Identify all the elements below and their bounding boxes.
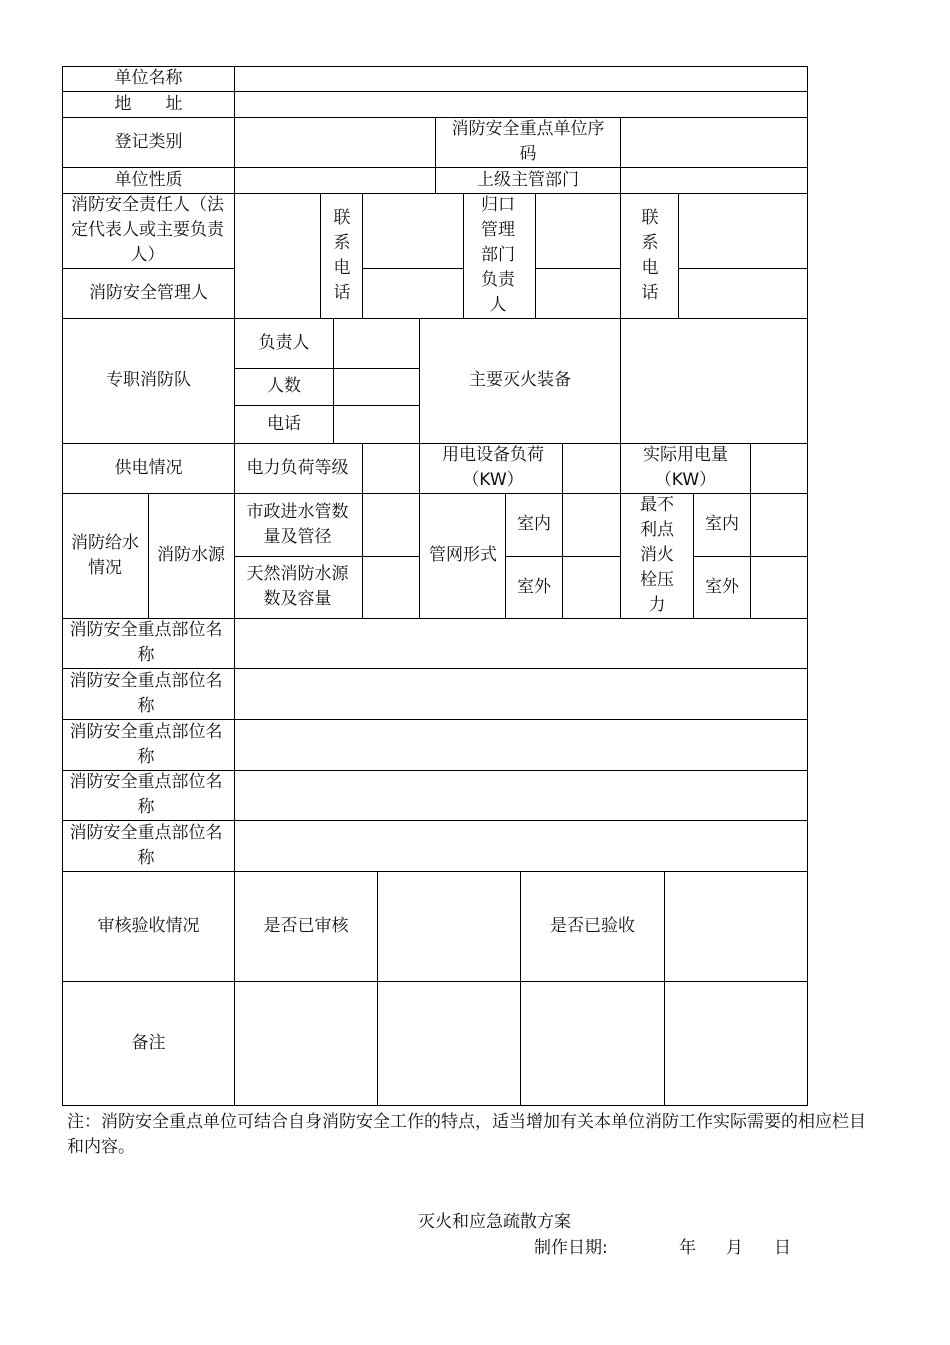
- actual-power-label: 实际用电量（KW）: [643, 445, 728, 490]
- registration-type-label: 登记类别: [114, 131, 183, 152]
- equipment-load-label: 用电设备负荷（KW）: [442, 445, 544, 490]
- brigade-head-label: 负责人: [258, 332, 310, 353]
- key-part-name-label-4: 消防安全重点部位名称: [69, 772, 223, 817]
- power-supply-label: 供电情况: [114, 457, 183, 478]
- date-day: 日: [774, 1238, 791, 1258]
- accepted-label: 是否已验收: [550, 915, 635, 936]
- superior-dept-label: 上级主管部门: [477, 169, 579, 190]
- key-part-name-label-3: 消防安全重点部位名称: [69, 721, 223, 767]
- address-label: 地 址: [114, 93, 183, 114]
- key-part-name-label-2: 消防安全重点部位名称: [69, 670, 223, 716]
- water-source-label: 消防水源: [157, 545, 225, 565]
- indoor-2-label: 室内: [705, 514, 739, 534]
- brigade-phone-label: 电话: [267, 413, 301, 434]
- unit-name-label: 单位名称: [114, 68, 183, 88]
- safety-manager-label: 消防安全管理人: [89, 282, 208, 303]
- key-unit-serial-label: 消防安全重点单位序码: [451, 119, 605, 164]
- date-year: 年: [679, 1238, 696, 1258]
- brigade-count-label: 人数: [267, 376, 301, 396]
- outdoor-label: 室外: [517, 576, 551, 597]
- pipe-network-label: 管网形式: [429, 545, 497, 565]
- main-equipment-label: 主要灭火装备: [469, 370, 571, 390]
- superior-dept-field[interactable]: [621, 167, 808, 193]
- outdoor-2-label: 室外: [705, 576, 739, 597]
- contact-phone-2-label: 联系电话: [641, 207, 659, 303]
- unit-name-field[interactable]: [235, 66, 808, 91]
- audit-status-label: 审核验收情况: [97, 915, 200, 936]
- power-load-level-label: 电力负荷等级: [246, 457, 349, 478]
- municipal-pipes-label: 市政进水管数量及管径: [246, 501, 349, 547]
- central-mgmt-head-label: 归口管理部门负责人: [481, 195, 515, 315]
- date-label: 制作日期:: [534, 1238, 608, 1258]
- key-part-name-label-1: 消防安全重点部位名称: [69, 620, 223, 665]
- unit-nature-field[interactable]: [235, 167, 435, 193]
- indoor-label: 室内: [517, 514, 551, 534]
- date-month: 月: [726, 1238, 743, 1258]
- key-part-name-label-5: 消防安全重点部位名称: [69, 822, 223, 868]
- address-field[interactable]: [235, 91, 808, 117]
- worst-hydrant-pressure-label: 最不利点消火栓压力: [640, 495, 674, 615]
- note-text: 注：消防安全重点单位可结合自身消防安全工作的特点，适当增加有关本单位消防工作实际需要的相应栏目和内容。: [67, 1112, 866, 1157]
- safety-responsible-label: 消防安全责任人（法定代表人或主要负责人）: [71, 195, 224, 265]
- fire-brigade-label: 专职消防队: [106, 370, 191, 390]
- key-unit-serial-field[interactable]: [621, 117, 808, 167]
- unit-nature-label: 单位性质: [114, 169, 183, 190]
- water-supply-label: 消防给水情况: [71, 532, 139, 578]
- contact-phone-label: 联系电话: [333, 207, 351, 303]
- audited-label: 是否已审核: [263, 915, 349, 936]
- remarks-label: 备注: [131, 1032, 166, 1053]
- natural-sources-label: 天然消防水源数及容量: [246, 564, 349, 609]
- plan-title: 灭火和应急疏散方案: [418, 1212, 571, 1232]
- registration-type-field[interactable]: [235, 117, 435, 167]
